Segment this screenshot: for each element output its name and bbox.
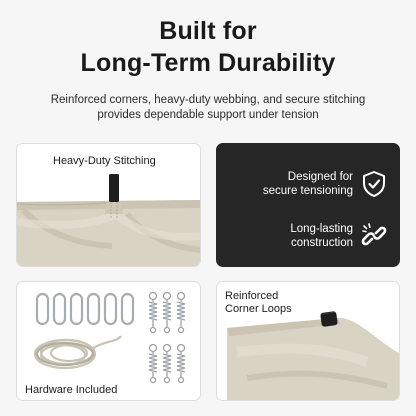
feature-row-construction <box>243 222 387 250</box>
stitching-label: Heavy-Duty Stitching <box>53 155 156 167</box>
feature-line2: secure tensioning <box>262 185 353 197</box>
corner-label-line2: Corner Loops <box>225 303 292 315</box>
page-title-line1: Built for <box>159 17 257 45</box>
corner-label-line1: Reinforced <box>225 290 279 302</box>
feature-text-construction <box>243 222 353 250</box>
corner-label <box>225 290 335 316</box>
chain-link-icon <box>361 222 387 250</box>
feature-line1: Long-lasting <box>290 223 353 235</box>
feature-row-tensioning <box>243 170 387 198</box>
features-panel <box>216 143 400 267</box>
feature-line2: construction <box>290 237 353 249</box>
feature-text-tensioning <box>243 170 353 198</box>
hardware-panel <box>16 281 201 401</box>
carabiners <box>37 294 133 324</box>
subtitle-line1: Reinforced corners, heavy-duty webbing, and secure stitching <box>50 94 366 106</box>
feature-line1: Designed for <box>287 171 353 183</box>
page-subtitle <box>30 93 386 123</box>
shield-check-icon <box>361 170 387 198</box>
page-title-line2: Long-Term Durability <box>80 49 336 77</box>
hardware-label: Hardware Included <box>25 384 118 396</box>
springs-bottom <box>149 345 185 383</box>
subtitle-line2: provides dependable support under tension <box>97 109 319 121</box>
springs-top <box>149 293 185 333</box>
corner-panel <box>216 281 400 401</box>
stitching-panel <box>16 143 201 267</box>
rope-coil <box>35 336 121 368</box>
